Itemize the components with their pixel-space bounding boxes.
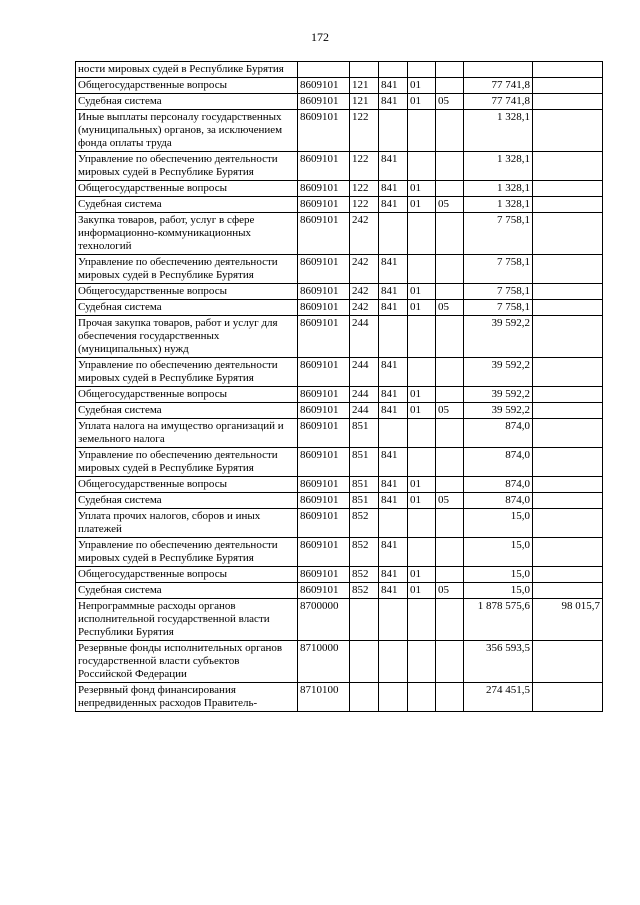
- cell-amount-federal: [533, 538, 603, 567]
- table-row: [76, 197, 603, 213]
- cell-amount-federal: [533, 387, 603, 403]
- cell-admin-code: 841: [379, 583, 408, 599]
- cell-name: Общегосударственные вопросы: [76, 284, 298, 300]
- cell-name: Управление по обеспечению деятельности мировых судей в Республике Бурятия: [76, 448, 298, 477]
- cell-name: Непрограммные расходы органов исполнительной государственной власти Республики Бурятия: [76, 599, 298, 641]
- table-row: [76, 493, 603, 509]
- cell-subsection: [436, 78, 464, 94]
- cell-expense-type: [350, 683, 379, 712]
- cell-section: 01: [408, 583, 436, 599]
- cell-admin-code: 841: [379, 300, 408, 316]
- cell-name: Общегосударственные вопросы: [76, 181, 298, 197]
- table-row: [76, 419, 603, 448]
- cell-admin-code: [379, 213, 408, 255]
- cell-amount: 874,0: [464, 419, 533, 448]
- cell-amount-federal: [533, 181, 603, 197]
- cell-admin-code: [379, 599, 408, 641]
- cell-subsection: 05: [436, 300, 464, 316]
- cell-subsection: [436, 448, 464, 477]
- cell-section: 01: [408, 493, 436, 509]
- cell-subsection: 05: [436, 197, 464, 213]
- cell-name: Судебная система: [76, 493, 298, 509]
- cell-subsection: [436, 419, 464, 448]
- cell-section: 01: [408, 94, 436, 110]
- cell-amount: 15,0: [464, 583, 533, 599]
- cell-subsection: [436, 181, 464, 197]
- cell-target-article: 8609101: [298, 316, 350, 358]
- cell-subsection: [436, 509, 464, 538]
- cell-expense-type: 242: [350, 300, 379, 316]
- cell-amount-federal: [533, 493, 603, 509]
- budget-table: [75, 61, 603, 712]
- cell-subsection: [436, 316, 464, 358]
- table-row: [76, 448, 603, 477]
- cell-amount: 15,0: [464, 509, 533, 538]
- cell-target-article: 8700000: [298, 599, 350, 641]
- cell-admin-code: 841: [379, 284, 408, 300]
- cell-section: 01: [408, 300, 436, 316]
- cell-expense-type: 851: [350, 419, 379, 448]
- table-row: [76, 255, 603, 284]
- table-row: [76, 683, 603, 712]
- cell-target-article: 8609101: [298, 358, 350, 387]
- cell-subsection: [436, 62, 464, 78]
- cell-section: [408, 62, 436, 78]
- cell-amount-federal: [533, 213, 603, 255]
- cell-amount-federal: [533, 62, 603, 78]
- cell-section: [408, 599, 436, 641]
- cell-expense-type: 122: [350, 197, 379, 213]
- cell-subsection: [436, 538, 464, 567]
- cell-name: Общегосударственные вопросы: [76, 78, 298, 94]
- table-row: [76, 62, 603, 78]
- table-row: [76, 403, 603, 419]
- cell-expense-type: 122: [350, 152, 379, 181]
- cell-name: Общегосударственные вопросы: [76, 387, 298, 403]
- cell-subsection: [436, 683, 464, 712]
- table-row: [76, 509, 603, 538]
- cell-expense-type: [350, 599, 379, 641]
- cell-admin-code: 841: [379, 358, 408, 387]
- cell-name: Закупка товаров, работ, услуг в сфере информационно-коммуникационных технологий: [76, 213, 298, 255]
- cell-section: [408, 509, 436, 538]
- table-row: [76, 599, 603, 641]
- cell-subsection: [436, 387, 464, 403]
- cell-admin-code: 841: [379, 94, 408, 110]
- cell-name: Управление по обеспечению деятельности мировых судей в Республике Бурятия: [76, 152, 298, 181]
- cell-subsection: 05: [436, 493, 464, 509]
- cell-subsection: [436, 152, 464, 181]
- table-row: [76, 567, 603, 583]
- cell-section: [408, 213, 436, 255]
- cell-amount-federal: [533, 94, 603, 110]
- cell-amount: 874,0: [464, 477, 533, 493]
- cell-subsection: [436, 284, 464, 300]
- cell-name: Судебная система: [76, 94, 298, 110]
- table-row: [76, 300, 603, 316]
- table-row: [76, 110, 603, 152]
- cell-expense-type: 244: [350, 316, 379, 358]
- cell-section: 01: [408, 403, 436, 419]
- table-row: [76, 358, 603, 387]
- table-row: [76, 284, 603, 300]
- cell-admin-code: 841: [379, 477, 408, 493]
- cell-section: 01: [408, 567, 436, 583]
- cell-expense-type: 244: [350, 403, 379, 419]
- cell-target-article: 8609101: [298, 538, 350, 567]
- cell-expense-type: 852: [350, 509, 379, 538]
- cell-amount: 7 758,1: [464, 213, 533, 255]
- cell-section: [408, 358, 436, 387]
- cell-target-article: [298, 62, 350, 78]
- cell-admin-code: 841: [379, 567, 408, 583]
- cell-section: 01: [408, 197, 436, 213]
- table-row: [76, 316, 603, 358]
- cell-amount-federal: [533, 583, 603, 599]
- cell-target-article: 8609101: [298, 94, 350, 110]
- cell-admin-code: [379, 62, 408, 78]
- page-number: 172: [311, 30, 329, 44]
- cell-admin-code: [379, 110, 408, 152]
- cell-expense-type: 851: [350, 448, 379, 477]
- cell-amount: 15,0: [464, 538, 533, 567]
- cell-amount-federal: [533, 419, 603, 448]
- cell-admin-code: [379, 683, 408, 712]
- cell-expense-type: 852: [350, 538, 379, 567]
- cell-expense-type: 242: [350, 284, 379, 300]
- cell-expense-type: [350, 641, 379, 683]
- cell-section: 01: [408, 477, 436, 493]
- cell-name: Общегосударственные вопросы: [76, 567, 298, 583]
- cell-name: Иные выплаты персоналу государственных (муниципальных) органов, за исключением фонда оплаты труда: [76, 110, 298, 152]
- cell-expense-type: 121: [350, 78, 379, 94]
- cell-admin-code: 841: [379, 255, 408, 284]
- cell-name: Резервные фонды исполнительных органов государственной власти субъектов Российской Федерации: [76, 641, 298, 683]
- cell-target-article: 8609101: [298, 284, 350, 300]
- cell-target-article: 8609101: [298, 509, 350, 538]
- cell-subsection: 05: [436, 94, 464, 110]
- cell-admin-code: 841: [379, 538, 408, 567]
- cell-amount-federal: [533, 110, 603, 152]
- cell-section: [408, 255, 436, 284]
- cell-admin-code: 841: [379, 152, 408, 181]
- cell-amount: 77 741,8: [464, 78, 533, 94]
- cell-admin-code: 841: [379, 403, 408, 419]
- cell-name: ности мировых судей в Республике Бурятия: [76, 62, 298, 78]
- cell-target-article: 8609101: [298, 477, 350, 493]
- cell-expense-type: 244: [350, 358, 379, 387]
- cell-amount-federal: [533, 477, 603, 493]
- cell-section: [408, 448, 436, 477]
- cell-name: Управление по обеспечению деятельности мировых судей в Республике Бурятия: [76, 255, 298, 284]
- cell-amount-federal: [533, 683, 603, 712]
- cell-subsection: [436, 110, 464, 152]
- cell-amount: 356 593,5: [464, 641, 533, 683]
- cell-expense-type: 121: [350, 94, 379, 110]
- cell-name: Судебная система: [76, 197, 298, 213]
- cell-name: Резервный фонд финансирования непредвиденных расходов Правитель-: [76, 683, 298, 712]
- cell-amount: 7 758,1: [464, 284, 533, 300]
- cell-admin-code: 841: [379, 387, 408, 403]
- cell-admin-code: 841: [379, 448, 408, 477]
- cell-amount-federal: [533, 403, 603, 419]
- cell-section: [408, 538, 436, 567]
- cell-amount: 15,0: [464, 567, 533, 583]
- cell-amount: 39 592,2: [464, 387, 533, 403]
- table-row: [76, 181, 603, 197]
- cell-section: 01: [408, 181, 436, 197]
- cell-name: Прочая закупка товаров, работ и услуг для обеспечения государственных (муниципальных) нужд: [76, 316, 298, 358]
- cell-target-article: 8609101: [298, 152, 350, 181]
- cell-amount: [464, 62, 533, 78]
- cell-section: [408, 683, 436, 712]
- cell-target-article: 8710100: [298, 683, 350, 712]
- cell-amount: 77 741,8: [464, 94, 533, 110]
- cell-target-article: 8609101: [298, 255, 350, 284]
- table-row: [76, 94, 603, 110]
- cell-amount-federal: [533, 448, 603, 477]
- cell-amount: 1 328,1: [464, 110, 533, 152]
- cell-name: Судебная система: [76, 583, 298, 599]
- cell-amount: 1 328,1: [464, 197, 533, 213]
- table-body: [76, 62, 603, 712]
- cell-subsection: 05: [436, 403, 464, 419]
- table-row: [76, 477, 603, 493]
- cell-section: [408, 316, 436, 358]
- cell-name: Уплата прочих налогов, сборов и иных платежей: [76, 509, 298, 538]
- cell-section: [408, 110, 436, 152]
- cell-amount-federal: [533, 255, 603, 284]
- cell-target-article: 8609101: [298, 110, 350, 152]
- table-row: [76, 538, 603, 567]
- cell-subsection: [436, 255, 464, 284]
- cell-admin-code: [379, 641, 408, 683]
- cell-amount: 7 758,1: [464, 255, 533, 284]
- cell-expense-type: 242: [350, 255, 379, 284]
- cell-expense-type: 244: [350, 387, 379, 403]
- cell-section: [408, 641, 436, 683]
- cell-amount: 39 592,2: [464, 316, 533, 358]
- cell-amount: 7 758,1: [464, 300, 533, 316]
- cell-expense-type: 851: [350, 477, 379, 493]
- cell-target-article: 8609101: [298, 403, 350, 419]
- cell-target-article: 8609101: [298, 213, 350, 255]
- cell-expense-type: 852: [350, 583, 379, 599]
- cell-section: 01: [408, 78, 436, 94]
- cell-subsection: 05: [436, 583, 464, 599]
- cell-target-article: 8609101: [298, 419, 350, 448]
- cell-amount: 39 592,2: [464, 358, 533, 387]
- cell-name: Управление по обеспечению деятельности мировых судей в Республике Бурятия: [76, 538, 298, 567]
- cell-name: Управление по обеспечению деятельности мировых судей в Республике Бурятия: [76, 358, 298, 387]
- table-row: [76, 583, 603, 599]
- cell-amount-federal: [533, 509, 603, 538]
- cell-target-article: 8609101: [298, 493, 350, 509]
- cell-amount: 1 878 575,6: [464, 599, 533, 641]
- cell-amount: 874,0: [464, 493, 533, 509]
- cell-admin-code: [379, 509, 408, 538]
- cell-target-article: 8609101: [298, 197, 350, 213]
- cell-amount-federal: [533, 641, 603, 683]
- cell-amount: 274 451,5: [464, 683, 533, 712]
- table-row: [76, 78, 603, 94]
- cell-subsection: [436, 599, 464, 641]
- cell-name: Уплата налога на имущество организаций и земельного налога: [76, 419, 298, 448]
- cell-amount-federal: [533, 197, 603, 213]
- cell-subsection: [436, 358, 464, 387]
- cell-expense-type: 852: [350, 567, 379, 583]
- cell-amount-federal: [533, 316, 603, 358]
- cell-target-article: 8609101: [298, 300, 350, 316]
- cell-admin-code: [379, 419, 408, 448]
- cell-target-article: 8609101: [298, 448, 350, 477]
- cell-name: Судебная система: [76, 403, 298, 419]
- cell-expense-type: 242: [350, 213, 379, 255]
- cell-admin-code: 841: [379, 181, 408, 197]
- table-row: [76, 213, 603, 255]
- cell-subsection: [436, 477, 464, 493]
- cell-section: [408, 152, 436, 181]
- cell-name: Общегосударственные вопросы: [76, 477, 298, 493]
- cell-amount: 874,0: [464, 448, 533, 477]
- cell-amount: 1 328,1: [464, 181, 533, 197]
- cell-amount-federal: 98 015,7: [533, 599, 603, 641]
- cell-section: 01: [408, 284, 436, 300]
- table-row: [76, 152, 603, 181]
- cell-section: 01: [408, 387, 436, 403]
- cell-expense-type: 851: [350, 493, 379, 509]
- table-row: [76, 641, 603, 683]
- cell-admin-code: [379, 316, 408, 358]
- cell-admin-code: 841: [379, 78, 408, 94]
- cell-amount-federal: [533, 78, 603, 94]
- table-row: [76, 387, 603, 403]
- cell-section: [408, 419, 436, 448]
- cell-admin-code: 841: [379, 197, 408, 213]
- cell-amount-federal: [533, 358, 603, 387]
- cell-target-article: 8609101: [298, 387, 350, 403]
- cell-amount-federal: [533, 567, 603, 583]
- cell-subsection: [436, 567, 464, 583]
- cell-subsection: [436, 641, 464, 683]
- cell-amount-federal: [533, 300, 603, 316]
- cell-admin-code: 841: [379, 493, 408, 509]
- cell-subsection: [436, 213, 464, 255]
- cell-target-article: 8710000: [298, 641, 350, 683]
- cell-expense-type: 122: [350, 181, 379, 197]
- cell-amount-federal: [533, 152, 603, 181]
- cell-target-article: 8609101: [298, 181, 350, 197]
- cell-amount-federal: [533, 284, 603, 300]
- cell-target-article: 8609101: [298, 78, 350, 94]
- cell-expense-type: 122: [350, 110, 379, 152]
- cell-target-article: 8609101: [298, 583, 350, 599]
- cell-name: Судебная система: [76, 300, 298, 316]
- cell-amount: 39 592,2: [464, 403, 533, 419]
- cell-expense-type: [350, 62, 379, 78]
- cell-target-article: 8609101: [298, 567, 350, 583]
- cell-amount: 1 328,1: [464, 152, 533, 181]
